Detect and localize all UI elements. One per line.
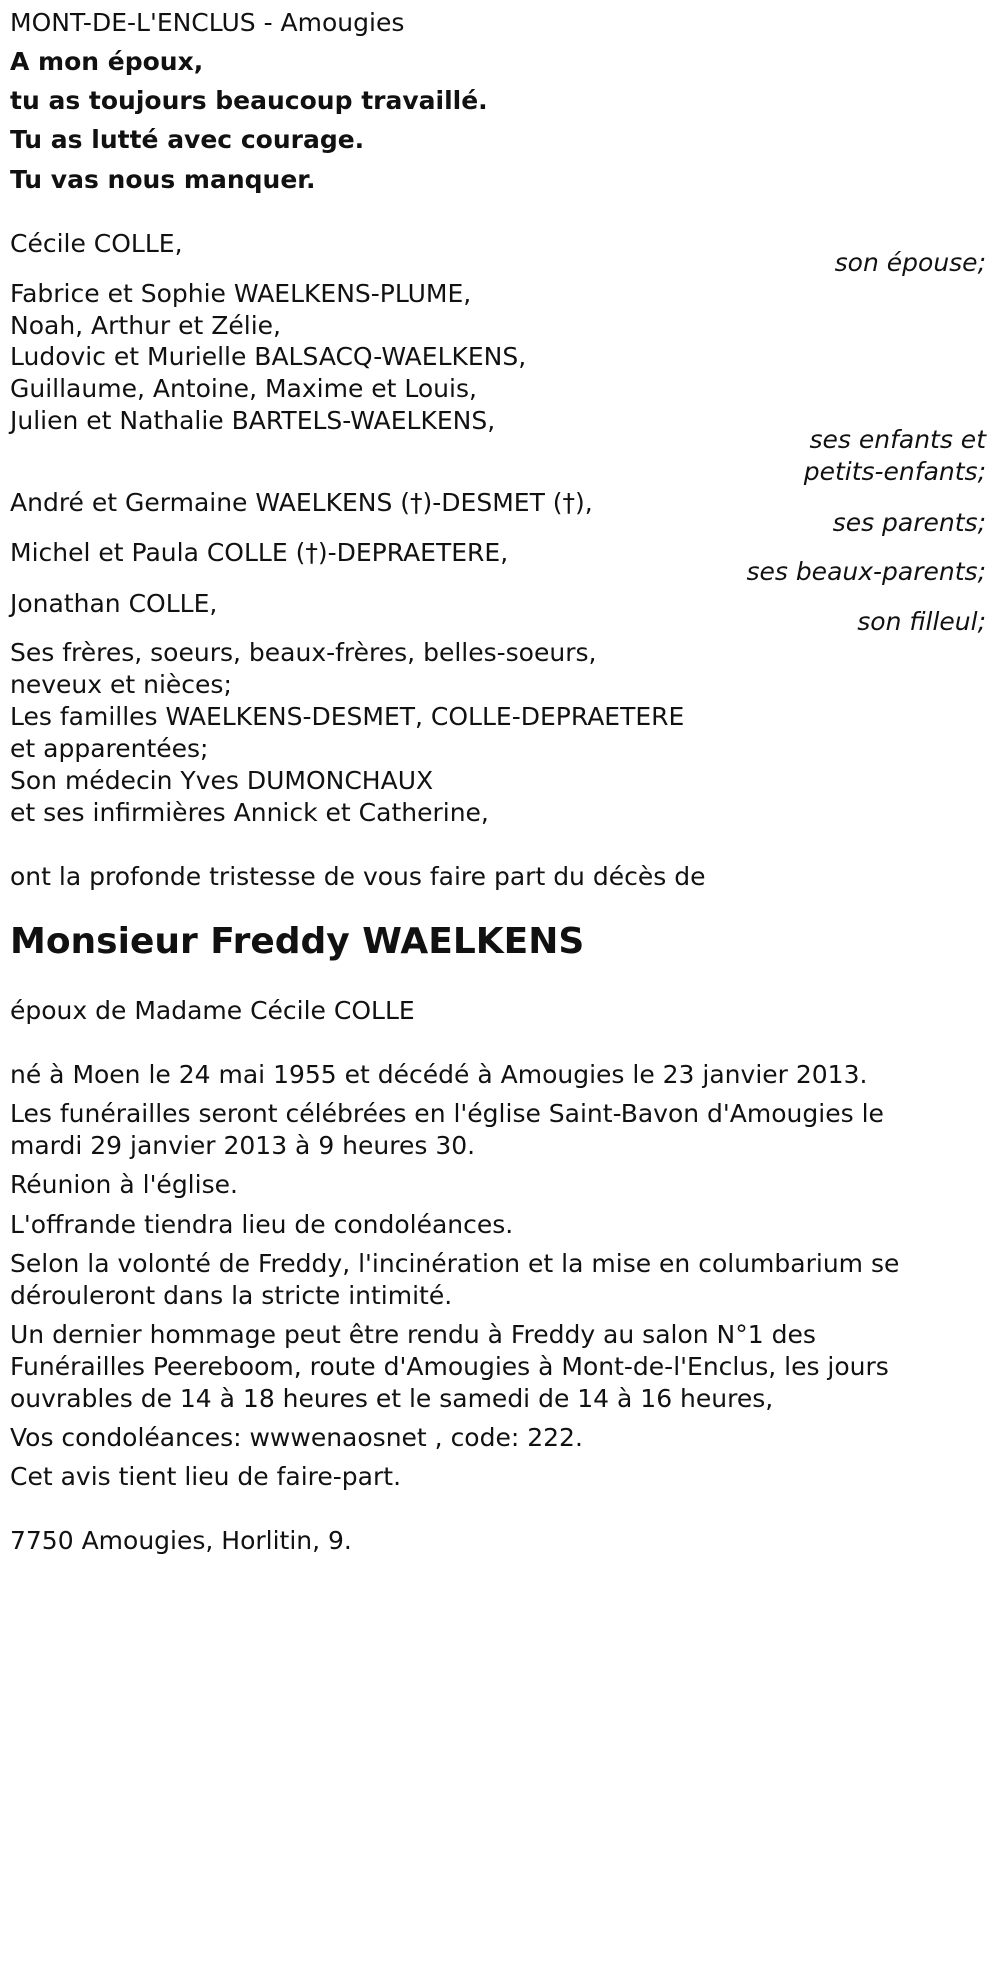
tribute-line-2: Funérailles Peereboom, route d'Amougies à Mont-de-l'Enclus, les jours: [10, 1352, 889, 1381]
inlaws-name: Michel et Paula COLLE (†)-DEPRAETERE,: [10, 538, 509, 567]
child-line-3: Ludovic et Murielle BALSACQ-WAELKENS,: [10, 342, 527, 371]
child-line-4: Guillaume, Antoine, Maxime et Louis,: [10, 374, 477, 403]
others-line-6: et ses infirmières Annick et Catherine,: [10, 798, 489, 827]
funeral-line-1: Les funérailles seront célébrées en l'église Saint-Bavon d'Amougies le: [10, 1099, 884, 1128]
address: 7750 Amougies, Horlitin, 9.: [10, 1526, 352, 1555]
wish-line-1: Selon la volonté de Freddy, l'incinération et la mise en columbarium se: [10, 1249, 900, 1278]
spouse-name: Cécile COLLE,: [10, 229, 183, 258]
tribute-line-3: ouvrables de 14 à 18 heures et le samedi de 14 à 16 heures,: [10, 1384, 774, 1413]
reunion: Réunion à l'église.: [10, 1170, 238, 1199]
wish-line-2: dérouleront dans la stricte intimité.: [10, 1281, 453, 1310]
tribute-line-1: Un dernier hommage peut être rendu à Freddy au salon N°1 des: [10, 1320, 816, 1349]
location-header: MONT-DE-L'ENCLUS - Amougies: [10, 8, 405, 37]
deceased-name: Monsieur Freddy WAELKENS: [10, 921, 585, 962]
notice: Cet avis tient lieu de faire-part.: [10, 1462, 402, 1491]
children-role-line-1: ses enfants et: [809, 425, 986, 454]
announcement: ont la profonde tristesse de vous faire part du décès de: [10, 862, 706, 891]
child-line-5: Julien et Nathalie BARTELS-WAELKENS,: [10, 406, 496, 435]
spouse-role: son épouse;: [834, 248, 986, 277]
others-line-2: neveux et nièces;: [10, 670, 232, 699]
children-role-line-2: petits-enfants;: [803, 457, 986, 486]
others-line-1: Ses frères, soeurs, beaux-frères, belles-soeurs,: [10, 638, 597, 667]
poem-line-3: Tu as lutté avec courage.: [10, 125, 365, 154]
offering: L'offrande tiendra lieu de condoléances.: [10, 1210, 514, 1239]
birth-death: né à Moen le 24 mai 1955 et décédé à Amougies le 23 janvier 2013.: [10, 1060, 868, 1089]
parents-role: ses parents;: [832, 508, 986, 537]
poem-line-1: A mon époux,: [10, 47, 204, 76]
condolences: Vos condoléances: wwwenaosnet , code: 222.: [10, 1423, 583, 1452]
child-line-1: Fabrice et Sophie WAELKENS-PLUME,: [10, 279, 472, 308]
poem-line-4: Tu vas nous manquer.: [10, 165, 316, 194]
others-line-4: et apparentées;: [10, 734, 209, 763]
child-line-2: Noah, Arthur et Zélie,: [10, 311, 282, 340]
spouse-of: époux de Madame Cécile COLLE: [10, 996, 415, 1025]
godson-role: son filleul;: [857, 607, 986, 636]
others-line-5: Son médecin Yves DUMONCHAUX: [10, 766, 434, 795]
inlaws-role: ses beaux-parents;: [746, 557, 986, 586]
godson-name: Jonathan COLLE,: [10, 589, 218, 618]
parents-name: André et Germaine WAELKENS (†)-DESMET (†),: [10, 488, 593, 517]
others-line-3: Les familles WAELKENS-DESMET, COLLE-DEPRAETERE: [10, 702, 685, 731]
funeral-line-2: mardi 29 janvier 2013 à 9 heures 30.: [10, 1131, 476, 1160]
poem-line-2: tu as toujours beaucoup travaillé.: [10, 86, 488, 115]
